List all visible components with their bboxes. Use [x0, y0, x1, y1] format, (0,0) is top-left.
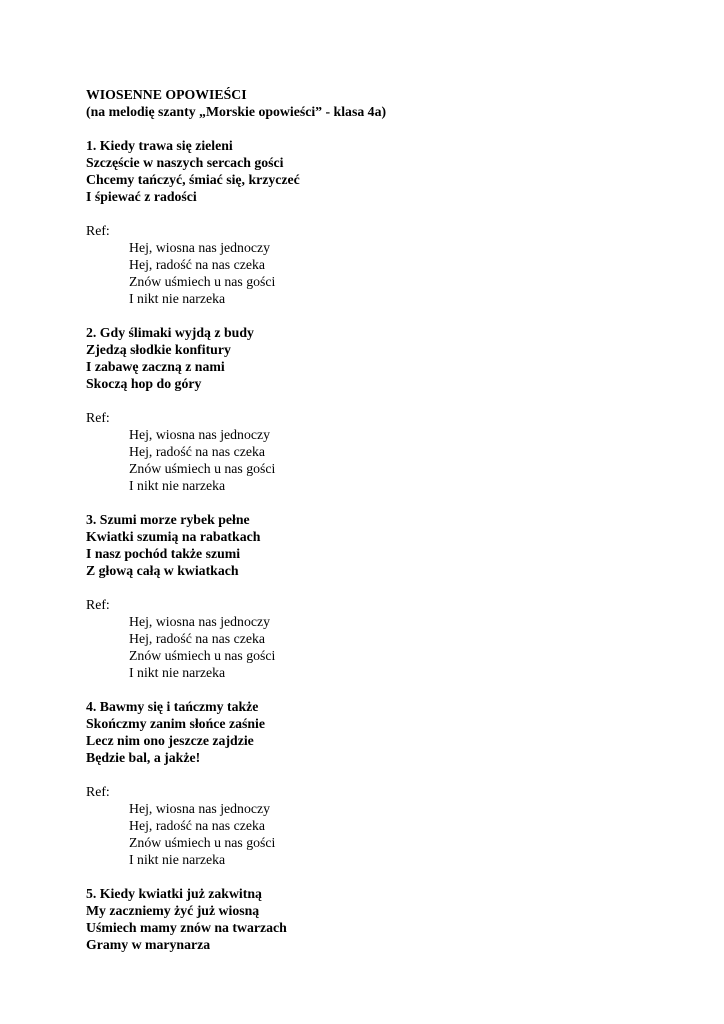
verse-line: I zabawę zaczną z nami [86, 359, 225, 374]
refrain-line: I nikt nie narzeka [129, 665, 226, 680]
verse-line: Będzie bal, a jakże! [86, 750, 201, 765]
verse-1 [86, 137, 686, 205]
refrain-line: Znów uśmiech u nas gości [129, 461, 276, 476]
refrain [86, 222, 686, 307]
verse-line: Skoczą hop do góry [86, 376, 202, 391]
refrain [86, 409, 686, 494]
verse-line: Kwiatki szumią na rabatkach [86, 529, 261, 544]
verse-line: Lecz nim ono jeszcze zajdzie [86, 733, 254, 748]
refrain-lines [86, 426, 686, 494]
verse-line: Skończmy zanim słońce zaśnie [86, 716, 265, 731]
verse-line: 5. Kiedy kwiatki już zakwitną [86, 886, 262, 901]
refrain-line: I nikt nie narzeka [129, 852, 226, 867]
verse-line: Uśmiech mamy znów na twarzach [86, 920, 287, 935]
refrain [86, 596, 686, 681]
refrain-line: Hej, radość na nas czeka [129, 818, 265, 833]
refrain-label: Ref: [86, 784, 110, 799]
refrain [86, 783, 686, 868]
verse-5 [86, 885, 686, 953]
refrain-lines [86, 613, 686, 681]
verse-3 [86, 511, 686, 579]
verse-2 [86, 324, 686, 392]
song-document [86, 86, 686, 970]
refrain-label: Ref: [86, 223, 110, 238]
verse-line: I nasz pochód także szumi [86, 546, 241, 561]
refrain-label: Ref: [86, 597, 110, 612]
verse-line: Chcemy tańczyć, śmiać się, krzyczeć [86, 172, 300, 187]
refrain-line: Hej, wiosna nas jednoczy [129, 614, 270, 629]
refrain-label: Ref: [86, 410, 110, 425]
verse-line: I śpiewać z radości [86, 189, 197, 204]
song-subtitle: (na melodię szanty „Morskie opowieści” - klasa 4a) [86, 104, 387, 119]
refrain-line: Hej, wiosna nas jednoczy [129, 240, 270, 255]
verse-line: 1. Kiedy trawa się zieleni [86, 138, 233, 153]
verse-line: Z głową całą w kwiatkach [86, 563, 239, 578]
verse-line: 3. Szumi morze rybek pełne [86, 512, 250, 527]
verse-line: My zaczniemy żyć już wiosną [86, 903, 260, 918]
refrain-line: Znów uśmiech u nas gości [129, 274, 276, 289]
refrain-line: Hej, radość na nas czeka [129, 631, 265, 646]
verse-line: Zjedzą słodkie konfitury [86, 342, 231, 357]
refrain-line: I nikt nie narzeka [129, 478, 226, 493]
refrain-line: I nikt nie narzeka [129, 291, 226, 306]
refrain-line: Znów uśmiech u nas gości [129, 648, 276, 663]
refrain-line: Hej, wiosna nas jednoczy [129, 801, 270, 816]
verse-line: Szczęście w naszych sercach gości [86, 155, 284, 170]
refrain-line: Hej, radość na nas czeka [129, 444, 265, 459]
verse-line: 2. Gdy ślimaki wyjdą z budy [86, 325, 254, 340]
refrain-line: Znów uśmiech u nas gości [129, 835, 276, 850]
refrain-line: Hej, wiosna nas jednoczy [129, 427, 270, 442]
song-header [86, 86, 686, 120]
verse-4 [86, 698, 686, 766]
refrain-line: Hej, radość na nas czeka [129, 257, 265, 272]
song-title: WIOSENNE OPOWIEŚCI [86, 87, 247, 102]
refrain-lines [86, 239, 686, 307]
refrain-lines [86, 800, 686, 868]
verse-line: 4. Bawmy się i tańczmy także [86, 699, 259, 714]
verse-line: Gramy w marynarza [86, 937, 211, 952]
